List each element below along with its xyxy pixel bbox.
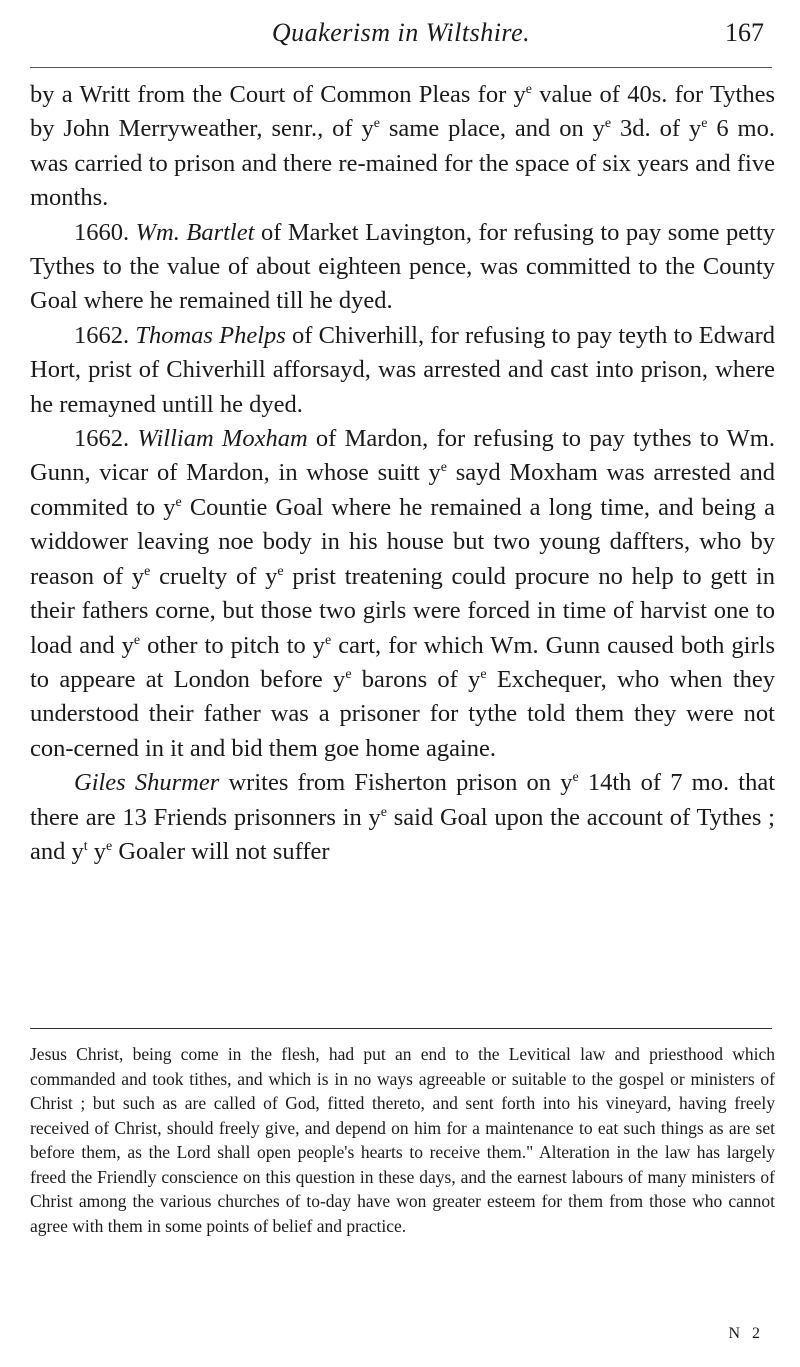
paragraph-shurmer: Giles Shurmer writes from Fisherton prison on $y^e$ 14th of 7 mo. that there are 13 Friends prisonners in $y^e$ said Goal upon the account of Tythes ; and $y^t$ $y^e$ Goaler will not suffer	[30, 769, 775, 865]
main-text	[30, 78, 775, 869]
entry-name: William Moxham	[137, 425, 308, 453]
entry-year: 1662.	[74, 425, 138, 453]
entry-name: Giles Shurmer	[74, 769, 220, 797]
page-number: 167	[725, 18, 764, 47]
paragraph-moxham: 1662. William Moxham of Mardon, for refusing to pay tythes to Wm. Gunn, vicar of Mardon, in whose suitt $y^e$ sayd Moxham was arrested and commited to $y^e$ Countie Goal where he remained a long time, and being a widdower leaving noe body in his house but two young daffters, who by reason of $y^e$ cruelty of $y^e$ prist treatening could procure no help to gett in their fathers corne, but those two girls were forced in time of harvist one to load and $y^e$ other to pitch to $y^e$ cart, for which Wm. Gunn caused both girls to appeare at London before $y^e$ barons of $y^e$ Exchequer, who when they understood their father was a prisoner for tythe told them they were not con-cerned in it and bid them goe home againe.	[30, 425, 775, 762]
footnote-rule	[30, 1028, 772, 1029]
paragraph-bartlet: 1660. Wm. Bartlet of Market Lavington, for refusing to pay some petty Tythes to the value of about eighteen pence, was committed to the County Goal where he remained till he dyed.	[30, 218, 775, 315]
entry-name: Wm. Bartlet	[135, 218, 255, 246]
entry-year: 1660.	[74, 218, 136, 246]
signature-mark: N 2	[728, 1325, 764, 1342]
paragraph-phelps: 1662. Thomas Phelps of Chiverhill, for refusing to pay teyth to Edward Hort, prist of Chiverhill afforsayd, was arrested and cast into prison, where he remayned untill he dyed.	[30, 321, 775, 418]
footnote: Jesus Christ, being come in the flesh, had put an end to the Levitical law and priesthood which commanded and took tithes, and which is in no ways agreeable or suitable to the gospel or ministers of Christ ; but such as are called of God, fitted thereto, and sent forth into his vineyard, having freely received of Christ, should freely give, and depend on him for a maintenance to eat such things as are set before them, as the Lord shall open people's hearts to receive them." Alteration in the law has largely freed the Friendly conscience on this question in these days, and the earnest labours of many ministers of Christ among the various churches of to-day have won greater esteem for them from those who cannot agree with them in some points of belief and practice.	[30, 1044, 775, 1236]
entry-year: 1662.	[74, 321, 136, 349]
header-rule	[30, 67, 772, 68]
running-title: Quakerism in Wiltshire.	[271, 18, 531, 47]
paragraph-continuation: by a Writt from the Court of Common Pleas for $y^e$ value of 40s. for Tythes by John Merryweather, senr., of $y^e$ same place, and on $y^e$ 3d. of $y^e$ 6 mo. was carried to prison and there re-mained for the space of six years and five months.	[30, 81, 776, 212]
running-head	[30, 18, 772, 54]
entry-name: Thomas Phelps	[135, 321, 286, 349]
